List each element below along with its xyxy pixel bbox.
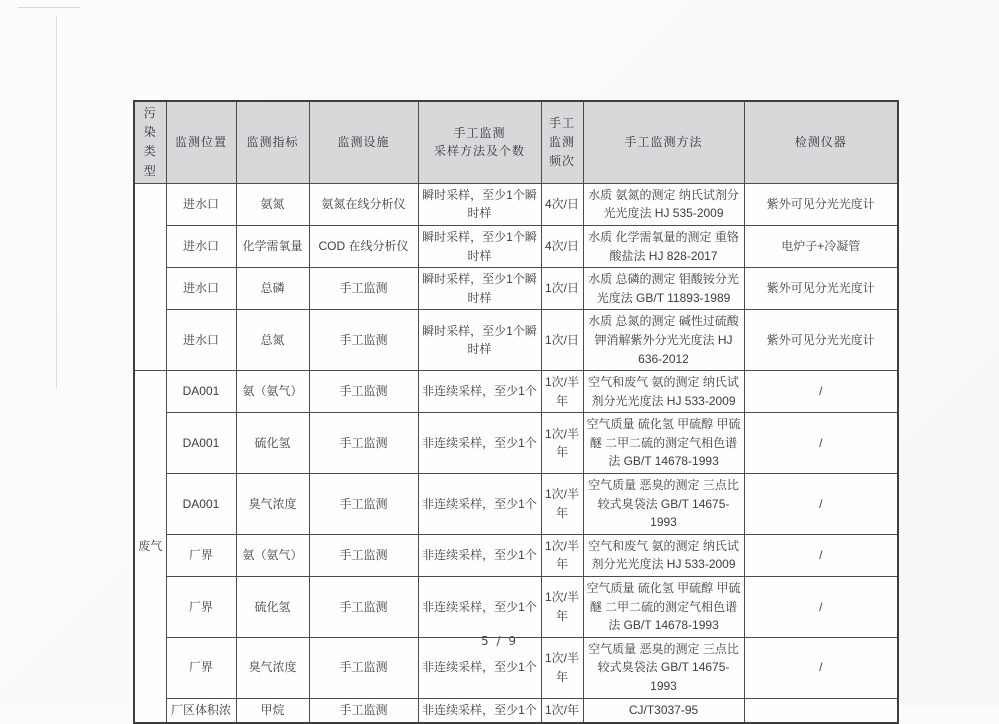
cell-method: 空气和废气 氨的测定 纳氏试剂分光光度法 HJ 533-2009 — [583, 371, 744, 413]
cell-sampling: 瞬时采样，至少1个瞬时样 — [418, 225, 541, 267]
table-row — [134, 371, 898, 413]
cell-facility: 手工监测 — [309, 371, 418, 413]
cell-location: 进水口 — [166, 268, 236, 310]
cell-method: 水质 化学需氧量的测定 重铬酸盐法 HJ 828-2017 — [583, 225, 744, 267]
cell-method: 水质 总磷的测定 钼酸铵分光光度法 GB/T 11893-1989 — [583, 268, 744, 310]
header-facility: 监测设施 — [309, 101, 418, 183]
cell-instrument: 紫外可见分光光度计 — [744, 310, 898, 371]
cell-frequency: 1次/半年 — [541, 637, 583, 698]
table-row — [134, 698, 898, 723]
cell-facility: 手工监测 — [309, 698, 418, 723]
table-row — [134, 534, 898, 576]
cell-indicator: 化学需氧量 — [236, 225, 309, 267]
cell-indicator: 氨（氨气） — [236, 534, 309, 576]
table-row — [134, 413, 898, 474]
cell-frequency: 1次/半年 — [541, 413, 583, 474]
cell-sampling: 瞬时采样，至少1个瞬时样 — [418, 183, 541, 225]
cell-instrument: 紫外可见分光光度计 — [744, 183, 898, 225]
cell-indicator: 臭气浓度 — [236, 474, 309, 535]
cell-indicator: 氨氮 — [236, 183, 309, 225]
cell-location: 厂界 — [166, 534, 236, 576]
cell-frequency: 1次/半年 — [541, 534, 583, 576]
cell-facility: 手工监测 — [309, 577, 418, 638]
table-row — [134, 268, 898, 310]
cell-method: 空气质量 硫化氢 甲硫醇 甲硫醚 二甲二硫的测定气相色谱法 GB/T 14678-1993 — [583, 413, 744, 474]
scan-artifact-horizontal-line — [18, 7, 80, 8]
cell-sampling: 瞬时采样，至少1个瞬时样 — [418, 268, 541, 310]
cell-location: 厂区体积浓 — [166, 698, 236, 723]
cell-frequency: 4次/日 — [541, 183, 583, 225]
header-frequency — [541, 101, 583, 183]
cell-facility: 手工监测 — [309, 413, 418, 474]
cell-method: 空气质量 恶臭的测定 三点比较式臭袋法 GB/T 14675-1993 — [583, 637, 744, 698]
cell-method: 水质 氨氮的测定 纳氏试剂分光光度法 HJ 535-2009 — [583, 183, 744, 225]
cell-facility: 手工监测 — [309, 268, 418, 310]
cell-location: 进水口 — [166, 310, 236, 371]
cell-indicator: 甲烷 — [236, 698, 309, 723]
table-row — [134, 577, 898, 638]
cell-frequency: 1次/年 — [541, 698, 583, 723]
cell-indicator: 总磷 — [236, 268, 309, 310]
cell-facility: 手工监测 — [309, 310, 418, 371]
cell-facility: 手工监测 — [309, 534, 418, 576]
header-instrument: 检测仪器 — [744, 101, 898, 183]
cell-instrument: 紫外可见分光光度计 — [744, 268, 898, 310]
cell-method: CJ/T3037-95 — [583, 698, 744, 723]
cell-indicator: 氨（氨气） — [236, 371, 309, 413]
cell-instrument: / — [744, 534, 898, 576]
cell-location: DA001 — [166, 474, 236, 535]
cell-instrument: / — [744, 637, 898, 698]
cell-location: 进水口 — [166, 183, 236, 225]
cell-instrument — [744, 698, 898, 723]
cell-sampling: 非连续采样，至少1个 — [418, 698, 541, 723]
cell-location: 厂界 — [166, 577, 236, 638]
cell-indicator: 臭气浓度 — [236, 637, 309, 698]
cell-frequency: 4次/日 — [541, 225, 583, 267]
cell-frequency: 1次/半年 — [541, 474, 583, 535]
cell-frequency: 1次/半年 — [541, 577, 583, 638]
cell-sampling: 非连续采样，至少1个 — [418, 637, 541, 698]
cell-location: DA001 — [166, 413, 236, 474]
cell-method: 空气质量 恶臭的测定 三点比较式臭袋法 GB/T 14675-1993 — [583, 474, 744, 535]
header-indicator: 监测指标 — [236, 101, 309, 183]
cell-frequency: 1次/半年 — [541, 371, 583, 413]
cell-indicator: 硫化氢 — [236, 577, 309, 638]
cell-pollution-group-1 — [134, 183, 166, 370]
cell-frequency: 1次/日 — [541, 310, 583, 371]
cell-indicator: 总氮 — [236, 310, 309, 371]
header-frequency-label: 手工监测频次 — [548, 115, 575, 168]
cell-indicator: 硫化氢 — [236, 413, 309, 474]
cell-sampling: 非连续采样，至少1个 — [418, 534, 541, 576]
cell-sampling: 非连续采样，至少1个 — [418, 413, 541, 474]
table-row — [134, 183, 898, 225]
cell-instrument: / — [744, 371, 898, 413]
table-row — [134, 225, 898, 267]
cell-method: 空气和废气 氨的测定 纳氏试剂分光光度法 HJ 533-2009 — [583, 534, 744, 576]
table-row — [134, 310, 898, 371]
cell-sampling: 非连续采样，至少1个 — [418, 577, 541, 638]
header-sampling-line1: 手工监测 — [453, 125, 506, 140]
cell-facility: 手工监测 — [309, 637, 418, 698]
header-pollution-type-label: 污染类型 — [143, 106, 157, 178]
header-sampling-line2: 采样方法及个数 — [433, 144, 525, 159]
cell-sampling: 瞬时采样，至少1个瞬时样 — [418, 310, 541, 371]
cell-instrument: 电炉子+冷凝管 — [744, 225, 898, 267]
page-number: 5 / 9 — [481, 634, 518, 648]
cell-instrument: / — [744, 474, 898, 535]
cell-facility: COD 在线分析仪 — [309, 225, 418, 267]
header-pollution-type — [134, 101, 166, 183]
cell-sampling: 非连续采样，至少1个 — [418, 474, 541, 535]
header-location: 监测位置 — [166, 101, 236, 183]
scan-artifact-vertical-line — [56, 16, 57, 388]
cell-location: DA001 — [166, 371, 236, 413]
cell-method: 空气质量 硫化氢 甲硫醇 甲硫醚 二甲二硫的测定气相色谱法 GB/T 14678-1993 — [583, 577, 744, 638]
cell-facility: 氨氮在线分析仪 — [309, 183, 418, 225]
cell-location: 进水口 — [166, 225, 236, 267]
table-header-row — [134, 101, 898, 183]
cell-frequency: 1次/日 — [541, 268, 583, 310]
header-sampling — [418, 101, 541, 183]
cell-location: 厂界 — [166, 637, 236, 698]
monitoring-table — [133, 100, 899, 724]
cell-method: 水质 总氮的测定 碱性过硫酸钾消解紫外分光光度法 HJ 636-2012 — [583, 310, 744, 371]
cell-instrument: / — [744, 413, 898, 474]
cell-pollution-group-2: 废气 — [134, 371, 166, 724]
header-method: 手工监测方法 — [583, 101, 744, 183]
cell-instrument: / — [744, 577, 898, 638]
cell-facility: 手工监测 — [309, 474, 418, 535]
cell-sampling: 非连续采样，至少1个 — [418, 371, 541, 413]
table-row — [134, 474, 898, 535]
